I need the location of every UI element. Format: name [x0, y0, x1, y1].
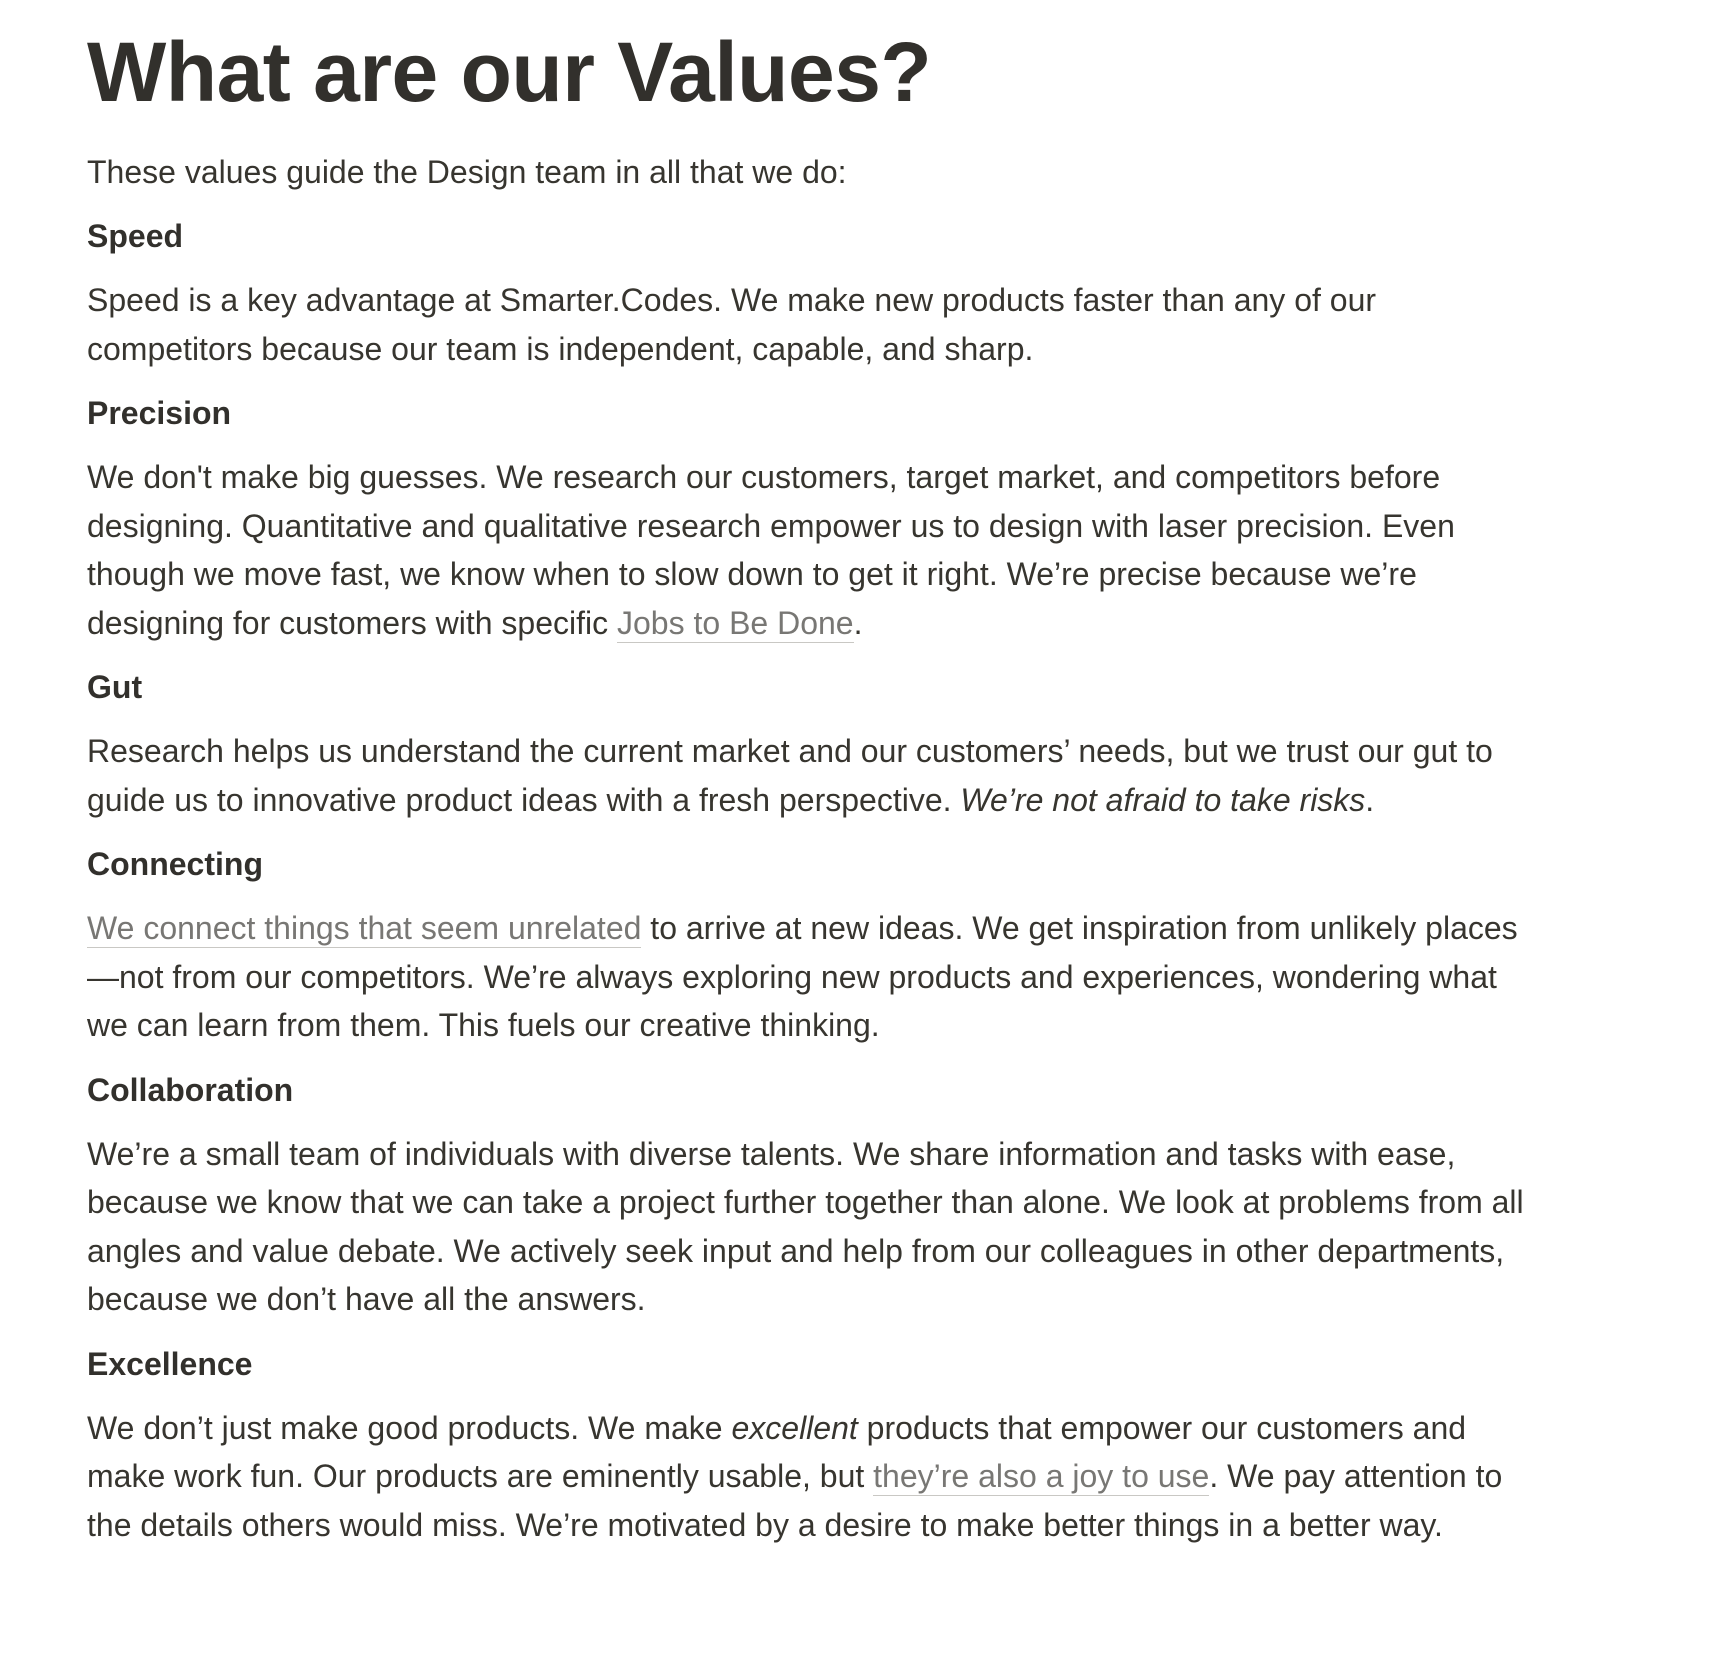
body-connecting-text: to arrive at new ideas. We get inspiration from unlikely places—not from our competitors. We’re always exploring new products and experiences, wondering what we can learn from them. This fuels our creative thinking. [87, 910, 1518, 1043]
body-precision-end: . [853, 604, 863, 641]
heading-excellence: Excellence [87, 1345, 253, 1382]
gut-emphasis: We’re not afraid to take risks [960, 781, 1366, 818]
body-excellence-text: We don’t just make good products. We make [87, 1409, 732, 1446]
body-speed: Speed is a key advantage at Smarter.Codes. We make new products faster than any of our competitors because our team is independent, capable, and sharp. [87, 282, 1377, 367]
body-precision-text: We don't make big guesses. We research our customers, target market, and competitors before designing. Quantitative and qualitative research empower us to design with laser precision. Even though we move fast, we know when to slow down to get it right. We’re precise because we’re designing for customers with specific [87, 459, 1455, 641]
body-excellence-middle: products that empower our customers and make work fun. Our products are eminently usable, but [87, 1409, 1467, 1494]
body-gut [87, 727, 1526, 824]
body-collaboration: We’re a small team of individuals with diverse talents. We share information and tasks with ease, because we know that we can take a project further together than alone. We look at problems from all angles and value debate. We actively seek input and help from our colleagues in other departments, because we don’t have all the answers. [87, 1135, 1524, 1317]
heading-connecting: Connecting [87, 846, 263, 882]
heading-precision: Precision [87, 395, 232, 431]
heading-gut: Gut [87, 669, 143, 705]
body-gut-end: . [1365, 781, 1375, 818]
joy-to-use-link[interactable]: they’re also a joy to use [873, 1458, 1210, 1494]
body-gut-text: Research helps us understand the current market and our customers’ needs, but we trust our gut to guide us to innovative product ideas with a fresh perspective. [87, 733, 1493, 818]
body-connecting [87, 904, 1526, 1050]
heading-speed: Speed [87, 218, 184, 254]
connect-unrelated-link[interactable]: We connect things that seem unrelated [87, 910, 642, 946]
intro-text: These values guide the Design team in all that we do: [87, 154, 847, 190]
jobs-to-be-done-link[interactable]: Jobs to Be Done [617, 604, 854, 641]
body-excellence [87, 1404, 1526, 1550]
body-excellence-end: . We pay attention to the details others would miss. We’re motivated by a desire to make better things in a better way. [87, 1458, 1503, 1543]
body-precision [87, 453, 1526, 647]
heading-collaboration: Collaboration [87, 1071, 294, 1108]
excellence-emphasis: excellent [731, 1409, 858, 1446]
page-title: What are our Values? [87, 25, 932, 119]
